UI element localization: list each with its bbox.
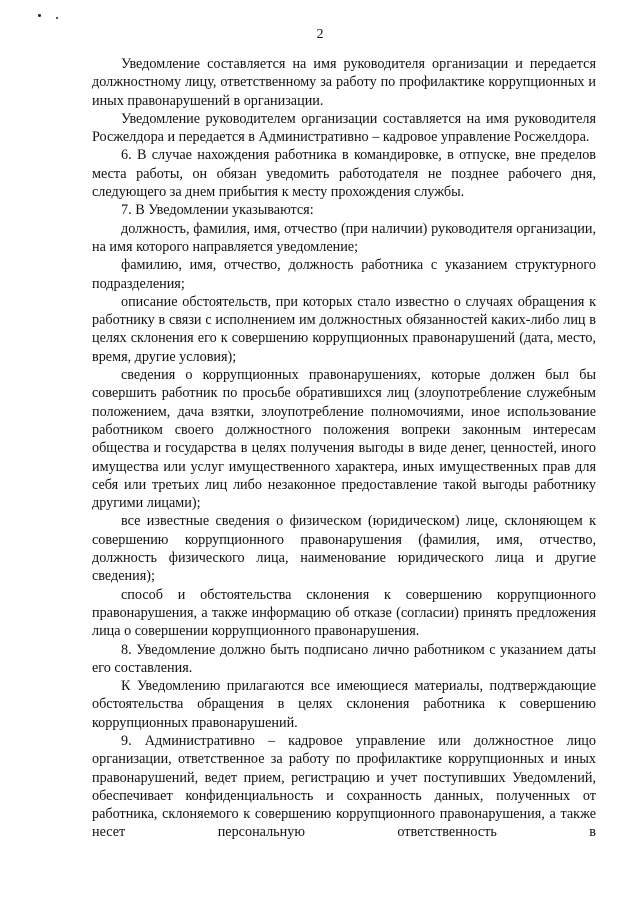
paragraph: описание обстоятельств, при которых стало известно о случаях обращения к работнику в связи с исполнением им должностных обязанностей каких-либо лиц в целях склонения его к совершению коррупционных правонарушений (дата, место, время, другие условия);	[92, 293, 596, 365]
paragraph: Уведомление руководителем организации составляется на имя руководителя Росжелдора и передается в Административно – кадровое управление Росжелдора.	[92, 110, 596, 146]
paragraph: 8. Уведомление должно быть подписано лично работником с указанием даты его составления.	[92, 641, 596, 676]
paragraph: фамилию, имя, отчество, должность работника с указанием структурного подразделения;	[92, 257, 596, 292]
scan-speck	[38, 14, 41, 17]
page-number: 2	[316, 27, 324, 42]
paragraph: 7. В Уведомлении указываются:	[121, 202, 314, 219]
paragraph: сведения о коррупционных правонарушениях, которые должен был бы совершить работник по просьбе обратившихся лиц (злоупотребление служебным положением, дача взятки, злоупотребление полномочиями, иное использование работником своего должностного положения вопреки законным интересам общества и государства в целях получения выгоды в виде денег, ценностей, иного имущества или услуг имущественного характера, иных имущественных прав для себя или третьих лиц либо незаконное предоставление такой выгоды работнику другими лицами);	[92, 367, 596, 512]
body-text	[92, 55, 596, 842]
paragraph: 6. В случае нахождения работника в командировке, в отпуске, вне пределов места работы, он обязан уведомить работодателя не позднее рабочего дня, следующего за днем прибытия к месту прохождения службы.	[92, 147, 596, 201]
paragraph: 9. Административно – кадровое управление или должностное лицо организации, ответственное за работу по профилактике коррупционных и иных правонарушений, ведет прием, регистрацию и учет поступивших Уведомлений, обеспечивает конфиденциальность и сохранность данных, полученных от работника, склоняемого к совершению коррупционного правонарушения, а также несет персональную ответственность в	[92, 732, 596, 841]
paragraph: все известные сведения о физическом (юридическом) лице, склоняющем к совершению коррупционного правонарушения (фамилия, имя, отчество, должность физического лица, наименование юридического лица и другие сведения);	[92, 513, 596, 585]
paragraph: Уведомление составляется на имя руководителя организации и передается должностному лицу, ответственному за работу по профилактике коррупционных и иных правонарушений в организации.	[92, 56, 596, 109]
paragraph: способ и обстоятельства склонения к совершению коррупционного правонарушения, а также информацию об отказе (согласии) принять предложения лица о совершении коррупционного правонарушения.	[92, 586, 596, 640]
scan-speck	[56, 17, 58, 19]
paragraph: должность, фамилия, имя, отчество (при наличии) руководителя организации, на имя которого направляется уведомление;	[92, 220, 596, 255]
paragraph: К Уведомлению прилагаются все имеющиеся материалы, подтверждающие обстоятельства обращения в целях склонения работника к совершению коррупционных правонарушений.	[92, 678, 596, 731]
